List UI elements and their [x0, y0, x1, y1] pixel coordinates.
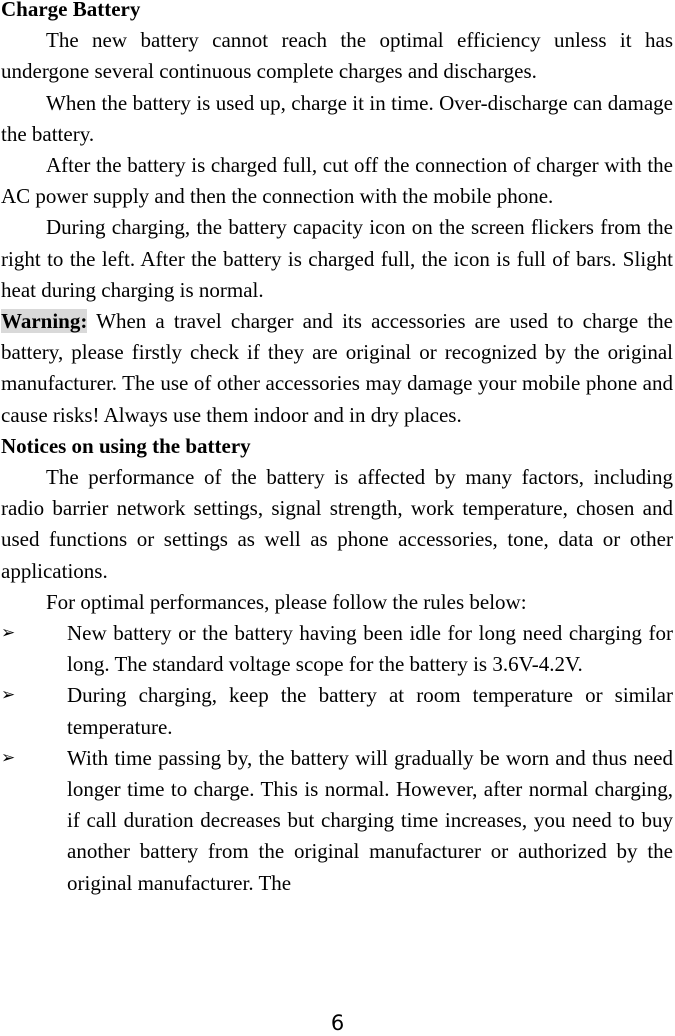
paragraph-new-battery: The new battery cannot reach the optimal efficiency unless it has undergone several continuous complete charges and discharges.: [1, 28, 673, 84]
section-heading-notices: Notices on using the battery: [1, 433, 251, 458]
arrowhead-bullet-icon: ➢: [1, 623, 16, 644]
warning-text: When a travel charger and its accessories are used to charge the battery, please firstly check if they are original or recognized by the original manufacturer. The use of other accessories may damage your mobile phone and cause risks! Always use them indoor and in dry places.: [1, 309, 673, 427]
warning-paragraph: [1, 306, 673, 431]
warning-label: Warning:: [1, 309, 88, 334]
section-heading-charge-battery: Charge Battery: [1, 0, 141, 21]
list-item-text: New battery or the battery having been idle for long need charging for long. The standard voltage scope for the battery is 3.6V-4.2V.: [67, 621, 673, 677]
arrowhead-bullet-icon: ➢: [1, 747, 16, 768]
page-number: 6: [330, 1011, 345, 1035]
rules-list: [1, 618, 673, 899]
list-item-text: During charging, keep the battery at room temperature or similar temperature.: [67, 683, 673, 739]
list-item: [1, 618, 673, 680]
list-item: [1, 680, 673, 742]
arrowhead-bullet-icon: ➢: [1, 685, 16, 706]
list-item: [1, 743, 673, 899]
paragraph-performance: The performance of the battery is affected by many factors, including radio barrier network settings, signal strength, work temperature, chosen and used functions or settings as well as phone accessories, tone, data or other applications.: [1, 465, 673, 583]
paragraph-used-up: When the battery is used up, charge it in time. Over-discharge can damage the battery.: [1, 90, 673, 146]
paragraph-charged-full: After the battery is charged full, cut off the connection of charger with the AC power supply and then the connection with the mobile phone.: [1, 153, 673, 209]
list-item-text: With time passing by, the battery will gradually be worn and thus need longer time to charge. This is normal. However, after normal charging, if call duration decreases but charging time increases, you need to buy another battery from the original manufacturer or authorized by the original manufacturer. The: [67, 745, 673, 895]
paragraph-during-charging: During charging, the battery capacity icon on the screen flickers from the right to the left. After the battery is charged full, the icon is full of bars. Slight heat during charging is normal.: [1, 215, 673, 302]
paragraph-optimal: For optimal performances, please follow the rules below:: [46, 589, 527, 614]
